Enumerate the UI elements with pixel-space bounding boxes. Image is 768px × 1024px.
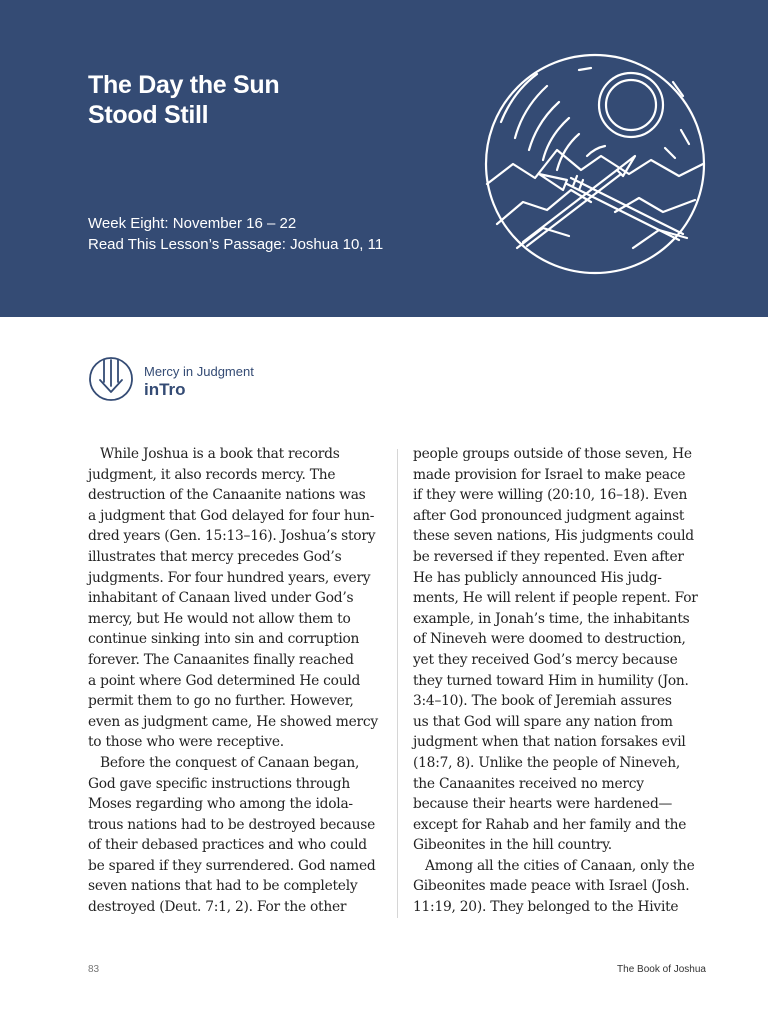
- text-line: after God pronounced judgment against: [413, 507, 685, 524]
- text-line: yet they received God’s mercy because: [413, 651, 678, 668]
- text-line: even as judgment came, He showed mercy: [88, 713, 378, 730]
- text-line: 11:19, 20). They belonged to the Hivite: [413, 899, 679, 916]
- section-subtitle: Mercy in Judgment: [144, 364, 254, 379]
- text-line: made provision for Israel to make peace: [413, 466, 686, 483]
- text-line: God gave specific instructions through: [88, 775, 350, 792]
- body-column-right: [413, 444, 709, 918]
- text-line: to those who were receptive.: [88, 734, 284, 751]
- text-line: judgments. For four hundred years, every: [88, 569, 371, 586]
- text-line: because their hearts were hardened—: [413, 796, 673, 813]
- text-line: except for Rahab and her family and the: [413, 816, 687, 833]
- lesson-title-line-1: The Day the Sun: [88, 71, 280, 99]
- text-line: the Canaanites received no mercy: [413, 775, 644, 792]
- text-line: be spared if they surrendered. God named: [88, 857, 376, 874]
- text-line: example, in Jonah’s time, the inhabitants: [413, 610, 690, 627]
- arrow-down-circle-icon: [88, 356, 134, 402]
- text-line: destruction of the Canaanite nations was: [88, 487, 366, 504]
- text-line: seven nations that had to be completely: [88, 878, 358, 895]
- text-line: a judgment that God delayed for four hun-: [88, 507, 375, 524]
- text-line: of their debased practices and who could: [88, 837, 367, 854]
- text-line: mercy, but He would not allow them to: [88, 610, 351, 627]
- text-line: Gibeonites made peace with Israel (Josh.: [413, 878, 690, 895]
- text-line: Among all the cities of Canaan, only the: [425, 857, 695, 874]
- text-line: they turned toward Him in humility (Jon.: [413, 672, 689, 689]
- section-heading: inTro: [144, 380, 186, 399]
- text-line: (18:7, 8). Unlike the people of Nineveh,: [413, 754, 680, 771]
- text-line: trous nations had to be destroyed because: [88, 816, 376, 833]
- text-line: be reversed if they repented. Even after: [413, 548, 684, 565]
- column-divider: [397, 449, 398, 918]
- page-number: 83: [88, 964, 100, 975]
- text-line: judgment, it also records mercy. The: [88, 466, 336, 483]
- text-line: these seven nations, His judgments could: [413, 528, 694, 545]
- text-line: a point where God determined He could: [88, 672, 361, 689]
- text-line: us that God will spare any nation from: [413, 713, 673, 730]
- sun-mountains-spears-icon: [483, 52, 707, 276]
- lesson-title-line-2: Stood Still: [88, 101, 209, 129]
- lesson-header: [0, 0, 768, 317]
- lesson-meta: [88, 213, 383, 255]
- text-line: While Joshua is a book that records: [100, 446, 340, 462]
- book-title: The Book of Joshua: [617, 964, 706, 975]
- text-line: dred years (Gen. 15:13–16). Joshua’s story: [88, 528, 376, 545]
- text-line: if they were willing (20:10, 16–18). Even: [413, 487, 688, 504]
- text-line: 3:4–10). The book of Jeremiah assures: [413, 693, 672, 710]
- text-line: Gibeonites in the hill country.: [413, 837, 612, 854]
- text-line: Moses regarding who among the idola-: [88, 796, 353, 813]
- text-line: judgment when that nation forsakes evil: [413, 734, 686, 751]
- week-dates: Week Eight: November 16 – 22: [88, 215, 297, 232]
- text-line: of Nineveh were doomed to destruction,: [413, 631, 686, 648]
- lesson-title: [88, 70, 279, 130]
- body-column-left: [88, 444, 384, 918]
- text-line: people groups outside of those seven, He: [413, 446, 692, 462]
- text-line: He has publicly announced His judg-: [413, 569, 662, 586]
- text-line: inhabitant of Canaan lived under God’s: [88, 590, 354, 607]
- text-line: Before the conquest of Canaan began,: [100, 754, 360, 771]
- text-line: forever. The Canaanites finally reached: [88, 651, 354, 668]
- passage-reference: Read This Lesson’s Passage: Joshua 10, 11: [88, 236, 384, 253]
- text-line: ments, He will relent if people repent. For: [413, 590, 698, 607]
- text-line: permit them to go no further. However,: [88, 693, 354, 710]
- text-line: continue sinking into sin and corruption: [88, 631, 360, 648]
- text-line: illustrates that mercy precedes God’s: [88, 548, 342, 565]
- text-line: destroyed (Deut. 7:1, 2). For the other: [88, 899, 347, 916]
